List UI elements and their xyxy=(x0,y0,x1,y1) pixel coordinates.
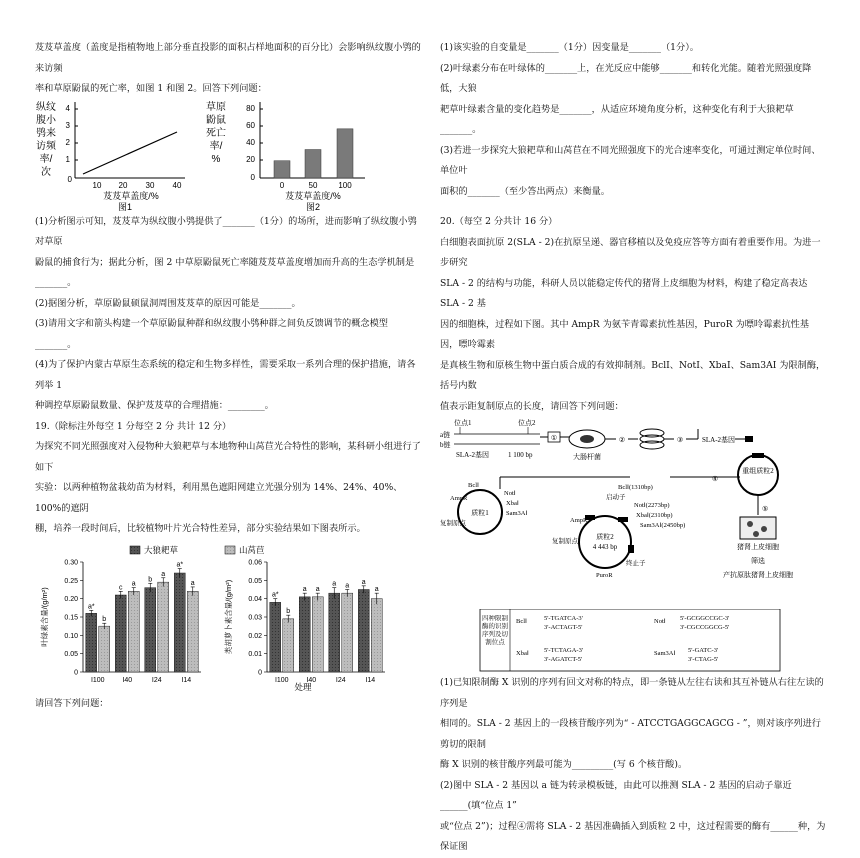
significance-letter: a xyxy=(345,582,350,589)
q18-4-line-2: 种调控草原鼢鼠数量、保护芨芨草的合理措施：________。 xyxy=(35,400,274,411)
cells-label: 猪肾上皮细胞 xyxy=(737,543,779,551)
ecoli-label: 大肠杆菌 xyxy=(573,453,601,461)
y-tick-label: 0.25 xyxy=(64,577,78,585)
y-tick-label: 0.01 xyxy=(248,650,262,658)
fig2-bar xyxy=(337,128,353,177)
y-tick-label: 0.04 xyxy=(248,595,262,603)
y-tick-label: 0.05 xyxy=(248,577,262,585)
fig1-xtick: 30 xyxy=(145,180,155,190)
figure-2 xyxy=(206,100,365,212)
y-tick-label: 0.15 xyxy=(64,614,78,621)
fig1-ytick: 0 xyxy=(67,174,72,184)
bcl-row-label: BclⅠ xyxy=(516,618,527,625)
amp2-label: AmpR xyxy=(570,517,588,524)
fig2-ylabel-0: 草原 xyxy=(206,101,226,113)
fig1-ytick: 2 xyxy=(65,137,70,147)
q20-line-4: 是真核生物和原核生物中蛋白质合成的有效抑制剂。BclI、NotI、XbaI、Sam3AI 为限制酶，括号内数 xyxy=(440,359,826,391)
bar xyxy=(128,591,139,672)
significance-letter: a xyxy=(374,585,379,593)
sam-site-bottom: 3'-CTAG-5' xyxy=(688,656,719,663)
bcl-site-bottom: 3'-ACTAGT-5' xyxy=(544,624,583,631)
bcl-site-top: 5'-TGATCA-3' xyxy=(544,615,583,622)
fig1-ylabel-0: 纵纹 xyxy=(36,101,56,113)
enzyme-table xyxy=(440,609,826,673)
xba-label: XbaⅠ xyxy=(506,500,519,507)
bar xyxy=(99,626,110,672)
fig2-xlabel: 芨芨草盖度/% xyxy=(285,190,341,201)
fig2-bar xyxy=(305,149,321,177)
sla2-label: SLA-2基因 xyxy=(702,436,736,444)
amp-label: AmpR xyxy=(450,495,468,502)
pos2-label: 位点2 xyxy=(518,419,536,427)
fig2-ytick: 80 xyxy=(246,103,255,113)
fig1-xtick: 20 xyxy=(118,180,128,190)
bar xyxy=(358,589,369,672)
q19-3-line-2: 面积的_______（至少答出两点）来衡量。 xyxy=(440,185,610,197)
significance-letter: a xyxy=(131,580,136,588)
q19-2-line-1: (2)叶绿素分布在叶绿体的_______上，在光反应中能够_______和转化光能。随着光照强度降低，大狼 xyxy=(440,62,812,94)
figure-1 xyxy=(36,100,185,212)
q19-header: 19.（除标注外每空 1 分每空 2 分 共计 12 分） xyxy=(35,420,232,432)
y-tick-label: 0.10 xyxy=(64,632,78,640)
significance-letter: a xyxy=(332,580,337,588)
fig1-line xyxy=(83,132,177,174)
right-column xyxy=(440,38,826,858)
b-chain-label: b链 xyxy=(440,441,451,449)
q19-1: (1)该实验的自变量是_______（1分）因变量是_______（1分）。 xyxy=(440,42,699,53)
intro-line-1: 芨芨草盖度（盖度是指植物地上部分垂直投影的面积占样地面积的百分比）会影响纵纹腹小鸮的来访频 xyxy=(35,42,421,74)
fig1-xtick: 40 xyxy=(172,180,182,190)
fig2-ytick: 60 xyxy=(246,120,255,130)
significance-letter: b xyxy=(148,575,153,583)
y-tick-label: 0.30 xyxy=(64,559,78,566)
puro-label: PuroR xyxy=(596,572,613,579)
x-tick-label: I40 xyxy=(306,676,317,684)
bcl-label: BclⅠ xyxy=(468,482,479,489)
significance-letter: b xyxy=(286,607,291,615)
fig2-ytick: 0 xyxy=(250,172,255,182)
y-tick-label: 0.03 xyxy=(248,614,262,621)
significance-letter: c xyxy=(119,583,123,591)
y-axis-label: 叶绿素含量/(g/m²) xyxy=(40,586,49,647)
fig2-ylabel-2: 死亡 xyxy=(206,127,226,139)
q20-2-line-2: 或“位点 2”)；过程④需将 SLA - 2 基因准确插入到质粒 2 中，这过程需要的酶有______种，为保证图 xyxy=(440,820,826,852)
q20-1-line-3: 酶 X 识别的核苷酸序列最可能为_________(写 6 个核苷酸)。 xyxy=(440,759,688,770)
q19-prompt: 请回答下列问题： xyxy=(35,697,109,709)
significance-letter: a xyxy=(190,579,195,587)
legend-swatch-1 xyxy=(130,546,140,554)
bar xyxy=(371,598,382,671)
fig2-ylabel-4: % xyxy=(211,153,221,165)
q18-1-line-1: (1)分析图示可知，芨芨草为纵纹腹小鸮提供了_______（1分）的场所，进而影响了纵纹腹小鸮对草原 xyxy=(35,215,417,247)
q20-1-line-1: (1)已知限制酶 X 识别的序列有回文对称的特点，即一条链从左往右读和其互补链从右往左读的序列是 xyxy=(440,677,824,709)
fig1-caption: 图1 xyxy=(117,201,133,212)
chart-xlabel: 处理 xyxy=(294,681,312,692)
cloning-diagram xyxy=(440,417,826,617)
ori2-label: 复制原点 xyxy=(552,538,578,545)
bar xyxy=(283,618,294,671)
y-tick-label: 0 xyxy=(74,669,78,676)
not-site-bottom: 3'-CGCCGGCG-5' xyxy=(680,624,730,631)
q20-1-line-2: 相同的。SLA - 2 基因上的一段核苷酸序列为“ - ATCCTGAGGCAGCG - ”，则对该序列进行剪切的限制 xyxy=(440,718,821,750)
bar xyxy=(115,595,126,672)
ori-label: 复制原点 xyxy=(440,520,466,527)
recomb-label: 重组质粒2 xyxy=(742,467,774,475)
y-tick-label: 0.05 xyxy=(64,650,78,658)
q18-1-line-2: 鼢鼠的捕食行为；据此分析，图 2 中草原鼢鼠死亡率随芨芨草盖度增加而升高的生态学机制是_______。 xyxy=(35,256,415,288)
x-tick-label: I14 xyxy=(365,676,376,684)
plasmid-stack-icon xyxy=(640,429,664,449)
fig2-ytick: 40 xyxy=(246,137,255,147)
sam-row-label: Sam3AⅠ xyxy=(654,650,676,657)
pos1-label: 位点1 xyxy=(454,419,472,427)
y-tick-label: 0 xyxy=(258,669,262,676)
q19-line-3: 棚，培养一段时间后，比较植物叶片光合特性差异，部分实验结果如下图表所示。 xyxy=(35,523,366,534)
plasmid-2-size: 4 443 bp xyxy=(592,543,618,551)
y-tick-label: 0.02 xyxy=(248,632,262,640)
legend-label-1: 大狼耙草 xyxy=(144,544,179,555)
bar xyxy=(329,593,340,672)
x-tick-label: I40 xyxy=(122,676,133,684)
not-site-top: 5'-GCGGCCGC-3' xyxy=(680,615,730,622)
cells-icon xyxy=(740,517,776,539)
figures-1-2 xyxy=(35,100,423,212)
step-4: ④ xyxy=(711,475,719,483)
significance-letter: b xyxy=(102,615,107,623)
significance-letter: a* xyxy=(271,591,279,599)
not2-label: NotⅠ(2273bp) xyxy=(634,502,670,509)
significance-letter: a* xyxy=(176,561,184,569)
y-axis-label: 类胡萝卜素含量/(g/m²) xyxy=(224,579,233,654)
significance-letter: a* xyxy=(87,602,95,610)
legend-swatch-2 xyxy=(225,546,235,554)
recombinant-plasmid xyxy=(738,455,778,495)
fig1-ylabel-2: 鸮来 xyxy=(36,127,56,139)
fig2-xtick: 50 xyxy=(308,180,318,190)
bar-charts xyxy=(35,544,423,694)
q20-header: 20.（每空 2 分共计 16 分） xyxy=(440,216,558,227)
q20-line-1: 白细胞表面抗原 2(SLA - 2)在抗原呈递、器官移植以及免疫应答等方面有着重要作用。为进一步研究 xyxy=(440,236,821,268)
fig1-ylabel-5: 次 xyxy=(41,166,51,178)
fig2-xtick: 0 xyxy=(279,180,285,190)
product-label: 产抗原肽猪肾上皮细胞 xyxy=(723,571,793,579)
y-tick-label: 0.20 xyxy=(64,595,78,603)
fig2-bar xyxy=(274,160,290,177)
fig2-xtick: 100 xyxy=(338,180,352,190)
q19-3-line-1: (3)若进一步探究大狼耙草和山莴苣在不同光照强度下的光合速率变化，可通过测定单位时间、单位叶 xyxy=(440,144,821,176)
fig2-ytick: 20 xyxy=(246,154,255,164)
gene-label: SLA-2基因 xyxy=(456,451,490,459)
q18-3: (3)请用文字和箭头构建一个草原鼢鼠种群和纵纹腹小鸮种群之间负反馈调节的概念模型_______。 xyxy=(35,318,388,350)
gene-length: 1 100 bp xyxy=(508,451,533,459)
fig1-ylabel-4: 率/ xyxy=(39,153,53,165)
bar xyxy=(145,587,156,671)
not-label: NotⅠ xyxy=(504,490,516,497)
terminator-label: 终止子 xyxy=(626,560,646,567)
bar xyxy=(187,591,198,672)
fig1-ytick: 4 xyxy=(65,103,70,113)
fig1-ytick: 3 xyxy=(65,120,70,130)
x-tick-label: I14 xyxy=(181,676,192,684)
q18-4-line-1: (4)为了保护内蒙古草原生态系统的稳定和生物多样性，需要采取一系列合理的保护措施，请各列举 1 xyxy=(35,359,416,391)
bar xyxy=(342,593,353,672)
bar xyxy=(312,596,323,671)
significance-letter: a xyxy=(361,578,366,586)
significance-letter: a xyxy=(315,585,320,593)
step-5: ⑤ xyxy=(762,505,769,513)
y-tick-label: 0.06 xyxy=(248,559,262,566)
q20-2-line-1: (2)图中 SLA - 2 基因以 a 链为转录模板链，由此可以推测 SLA - 2 基因的启动子靠近______(填“位点 1” xyxy=(440,779,792,811)
bar xyxy=(299,596,310,671)
x-tick-label: I100 xyxy=(90,676,105,684)
significance-letter: a xyxy=(302,585,307,593)
q18-2: (2)据图分析，草原鼢鼠硕鼠洞周围芨芨草的原因可能是_______。 xyxy=(35,297,301,309)
bcl2-label: BclⅠ(1310bp) xyxy=(618,484,653,491)
fig1-ylabel-1: 腹小 xyxy=(36,114,56,126)
xba-site-top: 5'-TCTAGA-3' xyxy=(544,647,584,654)
step-3: ③ xyxy=(676,436,684,444)
xba2-label: XbaⅠ(2310bp) xyxy=(636,512,673,519)
q20-line-5: 值表示距复制原点的长度，请回答下列问题： xyxy=(440,400,624,412)
step-2: ② xyxy=(618,436,626,444)
fig2-ylabel-1: 鼢鼠 xyxy=(206,114,226,126)
fig2-caption: 图2 xyxy=(305,201,321,212)
bar xyxy=(174,573,185,672)
bar xyxy=(158,582,169,672)
spacer xyxy=(440,202,826,212)
q19-line-2: 实验：以两种植物盆栽幼苗为材料，利用黑色遮阳网建立光强分别为 14%、24%、40%、100%的遮阴 xyxy=(35,482,403,514)
fig2-ylabel-3: 率/ xyxy=(209,140,223,152)
sam-site-top: 5'-GATC-3' xyxy=(688,647,719,654)
table-title: 四种限制酶的识别序列及切割位点 xyxy=(482,615,508,646)
left-column xyxy=(35,38,423,714)
q20-line-2: SLA - 2 的结构与功能，科研人员以能稳定传代的猪肾上皮细胞为材料，构建了稳定高表达 SLA - 2 基 xyxy=(440,277,808,309)
legend-label-2: 山莴苣 xyxy=(239,544,265,555)
xba-row-label: XbaⅠ xyxy=(516,650,529,657)
a-chain-label: a链 xyxy=(440,431,451,439)
x-tick-label: I24 xyxy=(335,676,346,684)
sam2-label: Sam3AⅠ(2450bp) xyxy=(640,522,686,529)
q20-line-3: 因的细胞株，过程如下图。其中 AmpR 为氨苄青霉素抗性基因，PuroR 为嘌呤霉素抗性基因，嘌呤霉素 xyxy=(440,318,810,350)
fig1-ytick: 1 xyxy=(65,154,70,164)
sam-label: Sam3AⅠ xyxy=(506,510,528,517)
bar xyxy=(86,613,97,672)
x-tick-label: I24 xyxy=(151,676,162,684)
q19-line-1: 为探究不同光照强度对入侵物种大狼耙草与本地物种山莴苣光合特性的影响，某科研小组进行了如下 xyxy=(35,441,421,473)
promoter-label: 启动子 xyxy=(606,494,626,501)
fig1-xlabel: 芨芨草盖度/% xyxy=(103,190,159,201)
xba-site-bottom: 3'-AGATCT-5' xyxy=(544,656,583,663)
bar xyxy=(270,602,281,672)
screen-label: 筛选 xyxy=(751,557,765,565)
q19-2-line-2: 耙草叶绿素含量的变化趋势是_______，从适应环境角度分析，这种变化有利于大狼耙草_______。 xyxy=(440,103,794,135)
plasmid-2-label: 质粒2 xyxy=(596,533,614,541)
significance-letter: a xyxy=(161,570,166,578)
fig1-ylabel-3: 访频 xyxy=(36,140,56,152)
fig1-xtick: 10 xyxy=(92,180,102,190)
not-row-label: NotⅠ xyxy=(654,618,666,625)
intro-line-2: 率和草原鼢鼠的死亡率，如图 1 和图 2。回答下列问题： xyxy=(35,83,267,94)
plasmid-1-label: 质粒1 xyxy=(471,509,489,517)
step-1: ① xyxy=(550,434,558,442)
x-tick-label: I100 xyxy=(274,676,289,684)
